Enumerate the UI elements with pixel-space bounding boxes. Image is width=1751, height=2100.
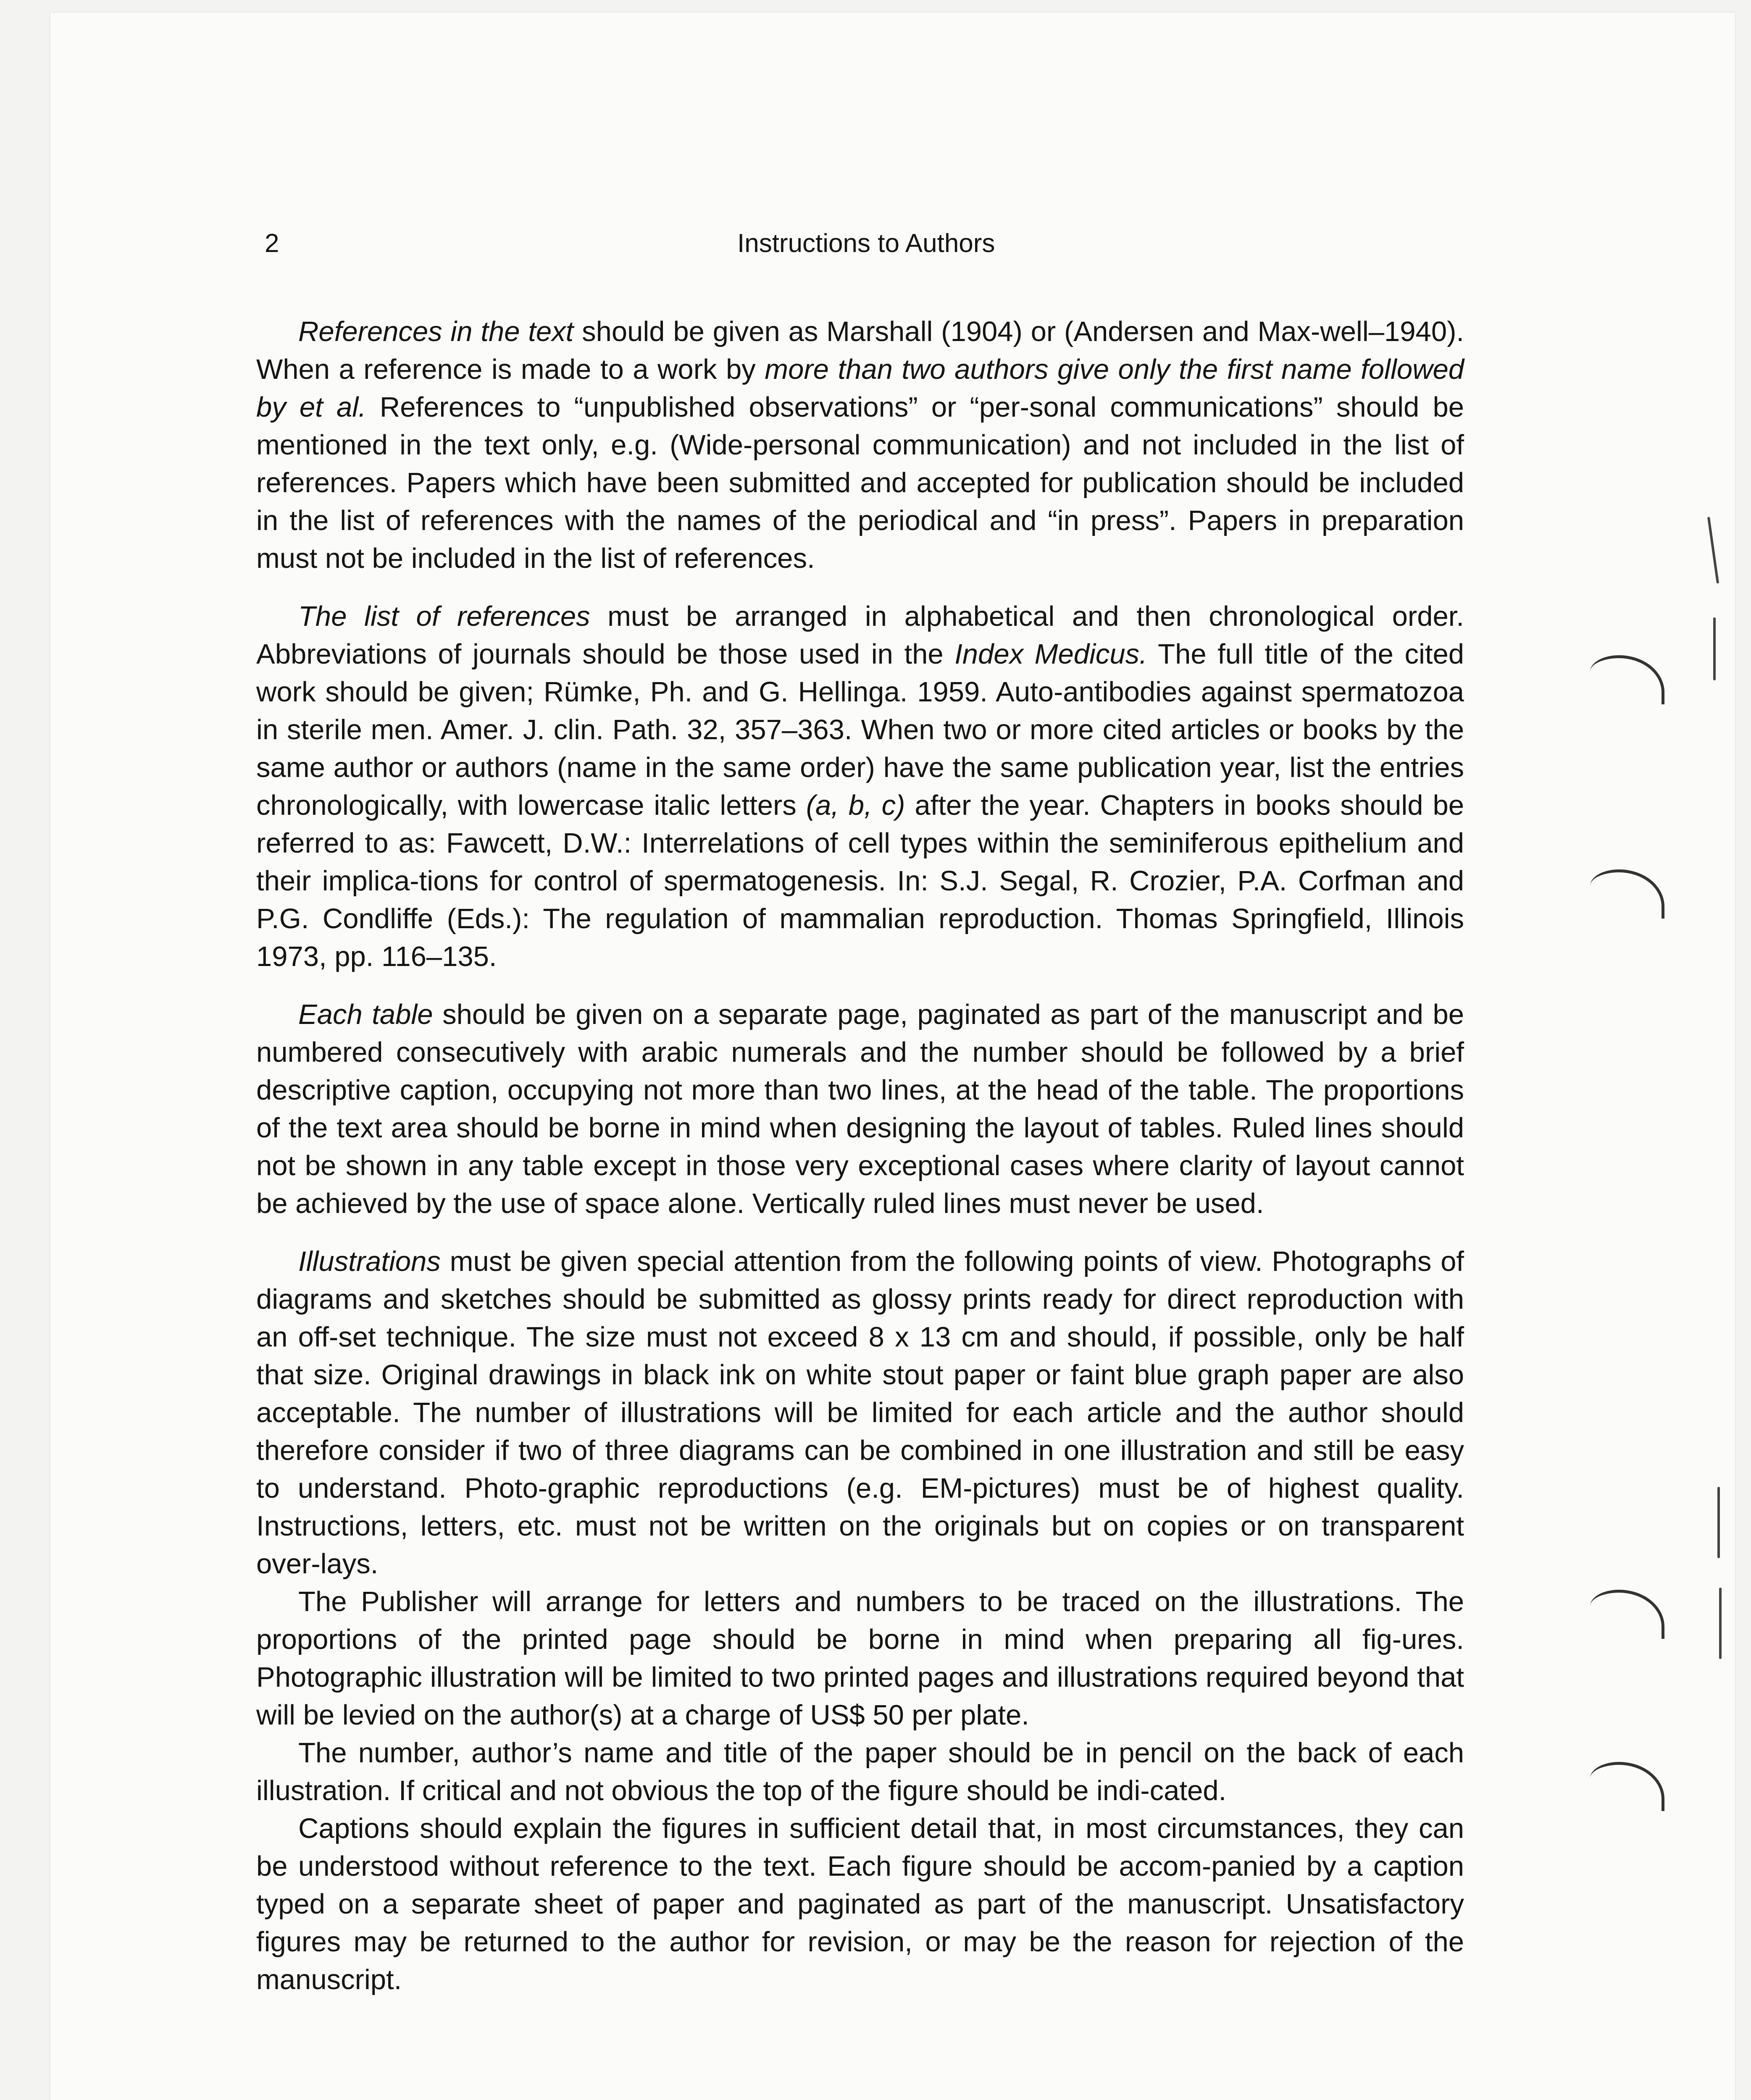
- italic-lead: Illustrations: [298, 1246, 441, 1277]
- text-span: should be given as Marshall (1904) or (Andersen and Max-well–1940). When a reference is made to a work by: [256, 316, 1464, 385]
- margin-mark: [1717, 1487, 1720, 1558]
- paragraph-each-table: [256, 996, 1464, 1223]
- italic-span: Index Medicus.: [954, 638, 1147, 670]
- body-text: [256, 313, 1464, 1999]
- margin-mark: [1719, 1588, 1722, 1659]
- italic-span: (a, b, c): [806, 790, 905, 821]
- text-span: must be arranged in alphabetical and then chronological order. Abbreviations of journals should be those used in the: [256, 601, 1464, 670]
- italic-lead: The list of references: [298, 601, 590, 632]
- text-span: must be given special attention from the following points of view. Photographs of diagrams and sketches should be submitted as glossy prints ready for direct reproduction with an off-set technique. The size must not exceed 8 x 13 cm and should, if possible, only be half that size. Original drawings in black ink on white stout paper or faint blue graph paper are also acceptable. The number of illustrations will be limited for each article and the author should therefore consider if two of three diagrams can be combined in one illustration and still be easy to understand. Photo-graphic reproductions (e.g. EM-pictures) must be of highest quality. Instructions, letters, etc. must not be written on the originals but on copies or on transparent over-lays.: [256, 1246, 1464, 1580]
- paragraph-illustrations: [256, 1243, 1464, 1583]
- text-span: References to “unpublished observations” or “per-sonal communications” should be mentioned in the text only, e.g. (Wide-personal communication) and not included in the list of references. Papers which have been submitted and accepted for publication should be included in the list of references with the names of the periodical and “in press”. Papers in preparation must not be included in the list of references.: [256, 391, 1464, 574]
- paragraph-number-author: The number, author’s name and title of the paper should be in pencil on the back of each illustration. If critical and not obvious the top of the figure should be indi-cated.: [256, 1737, 1464, 1806]
- paragraph-list-of-references: [256, 598, 1464, 976]
- page-number: 2: [265, 229, 279, 258]
- text-span: after the year. Chapters in books should be referred to as: Fawcett, D.W.: Interrelations of cell types within the seminiferous epithelium and their implica-tions for control of spermatogenesis. In: S.J. Segal, R. Crozier, P.A. Corfman and P.G. Condliffe (Eds.): The regulation of mammalian reproduction. Thomas Springfield, Illinois 1973, pp. 116–135.: [256, 790, 1464, 972]
- running-head: Instructions to Authors: [737, 229, 995, 258]
- text-span: should be given on a separate page, paginated as part of the manuscript and be numbered consecutively with arabic numerals and the number should be followed by a brief descriptive caption, occupying not more than two lines, at the head of the table. The proportions of the text area should be borne in mind when designing the layout of tables. Ruled lines should not be shown in any table except in those very exceptional cases where clarity of layout cannot be achieved by the use of space alone. Vertically ruled lines must never be used.: [256, 999, 1464, 1219]
- paragraph-captions: Captions should explain the figures in sufficient detail that, in most circumstances, they can be understood without reference to the text. Each figure should be accom-panied by a caption typed on a separate sheet of paper and paginated as part of the manuscript. Unsatisfactory figures may be returned to the author for revision, or may be the reason for rejection of the manuscript.: [256, 1813, 1464, 1995]
- paragraph-references-in-text: [256, 313, 1464, 578]
- italic-span: more than two authors give only the first name followed by et al.: [256, 354, 1464, 423]
- text-span: The full title of the cited work should be given; Rümke, Ph. and G. Hellinga. 1959. Auto-antibodies against spermatozoa in sterile men. Amer. J. clin. Path. 32, 357–363. When two or more cited articles or books by the same author or authors (name in the same order) have the same publication year, list the entries chronologically, with lowercase italic letters: [256, 638, 1464, 821]
- margin-mark: [1713, 617, 1716, 680]
- page-header: [0, 227, 1751, 260]
- italic-lead: References in the text: [298, 316, 574, 347]
- italic-lead: Each table: [298, 999, 433, 1030]
- paragraph-publisher: The Publisher will arrange for letters and numbers to be traced on the illustrations. The proportions of the printed page should be borne in mind when preparing all fig-ures. Photographic illustration will be limited to two printed pages and illustrations required beyond that will be levied on the author(s) at a charge of US$ 50 per plate.: [256, 1586, 1464, 1731]
